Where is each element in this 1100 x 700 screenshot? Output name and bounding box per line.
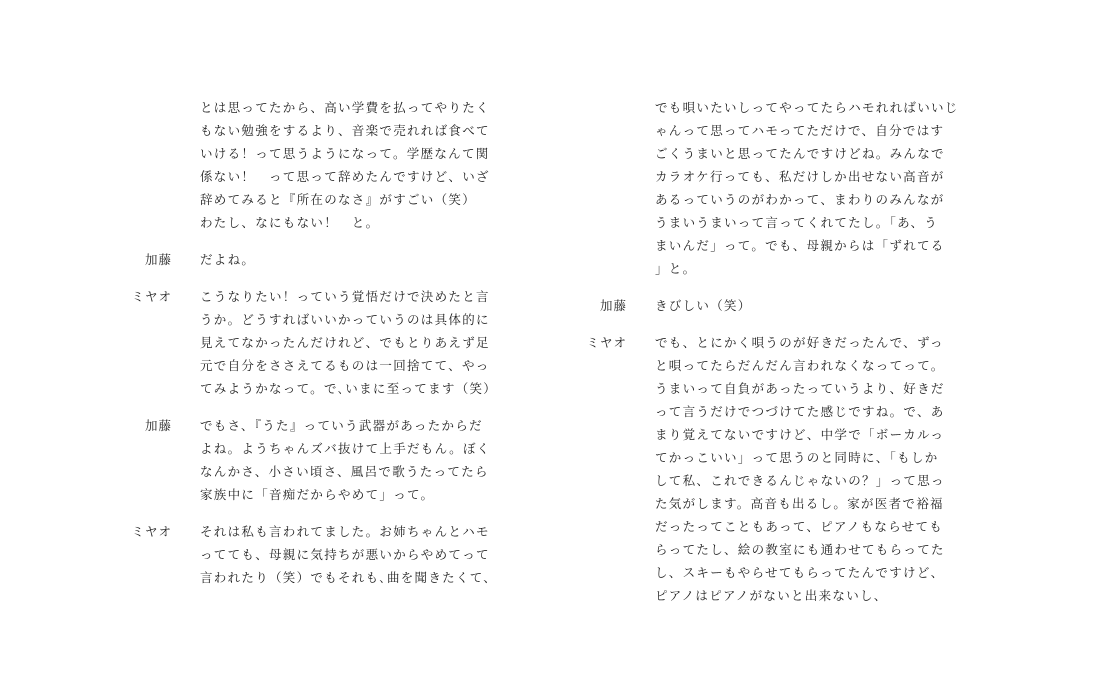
- dialogue-entry: [120, 414, 540, 506]
- dialogue-text: こうなりたい！っていう覚悟だけで決めたと言 うか。どうすればいいかっていうのは具体的に 見えてなかったんだけれど、でもとりあえず足 元で自分をささえてるものは一回捨てて、やっ てみようかなって。で､いまに至ってます（笑）: [200, 289, 498, 396]
- left-column: [120, 96, 540, 603]
- speaker-label: ミヤオ: [131, 289, 172, 304]
- dialogue-text: でも、とにかく唄うのが好きだったんで、ずっ と唄ってたらだんだん言われなくなってって。 うまいって自負があったっていうより、好きだ って言うだけでつづけてた感じですね。で、あ まり覚えてないですけど、中学で「ボーカルっ てかっこいい」って思うのと同時に、「もしか して私、これできるんじゃないの？」って思っ た気がします。高音も出るし。家が医者で裕福 だったってこともあって、ピアノもならせても らってたし、絵の教室にも通わせてもらってた し、スキーもやらせてもらってたんですけど、 ピアノはピアノがないと出来ないし、: [655, 335, 945, 603]
- speaker-label: ミヤオ: [131, 524, 172, 539]
- dialogue-text: とは思ってたから、高い学費を払ってやりたく もない勉強をするより、音楽で売れれば食べて いける！って思うようになって。学歴なんて関 係ない！ って思って辞めたんですけど、いざ 辞めてみると『所在のなさ』がすごい（笑） わたし、なにもない！ と。: [200, 100, 490, 230]
- dialogue-text: きびしい（笑）: [655, 298, 752, 313]
- dialogue-entry: [575, 96, 995, 280]
- dialogue-entry: [575, 331, 995, 607]
- dialogue-entry: [120, 248, 540, 271]
- speaker-label: 加藤: [144, 252, 172, 267]
- dialogue-entry: [575, 294, 995, 317]
- speaker-label: 加藤: [144, 418, 172, 433]
- dialogue-entry: [120, 520, 540, 589]
- dialogue-entry: [120, 96, 540, 234]
- dialogue-text: でもさ、『うた』っていう武器があったからだ よね。ようちゃんズバ抜けて上手だもん。ぼく なんかさ、小さい頃さ、風呂で歌うたってたら 家族中に「音痴だからやめて」って。: [200, 418, 491, 502]
- dialogue-text: だよね。: [200, 252, 256, 267]
- speaker-label: ミヤオ: [586, 335, 627, 350]
- speaker-label: 加藤: [599, 298, 627, 313]
- dialogue-text: でも唄いたいしってやってたらハモれればいいじ ゃんって思ってハモってただけで、自分ではす ごくうまいと思ってたんですけどね。みんなで カラオケ行っても、私だけしか出せない高音が あるっていうのがわかって、まわりのみんなが うまいうまいって言ってくれてたし。「あ、う まいんだ」って。でも、母親からは「ずれてる 」と。: [655, 100, 959, 276]
- right-column: [575, 96, 995, 621]
- dialogue-text: それは私も言われてました。お姉ちゃんとハモ ってても、母親に気持ちが悪いからやめてって 言われたり（笑）でもそれも､曲を聞きたくて、: [200, 524, 498, 585]
- dialogue-entry: [120, 285, 540, 400]
